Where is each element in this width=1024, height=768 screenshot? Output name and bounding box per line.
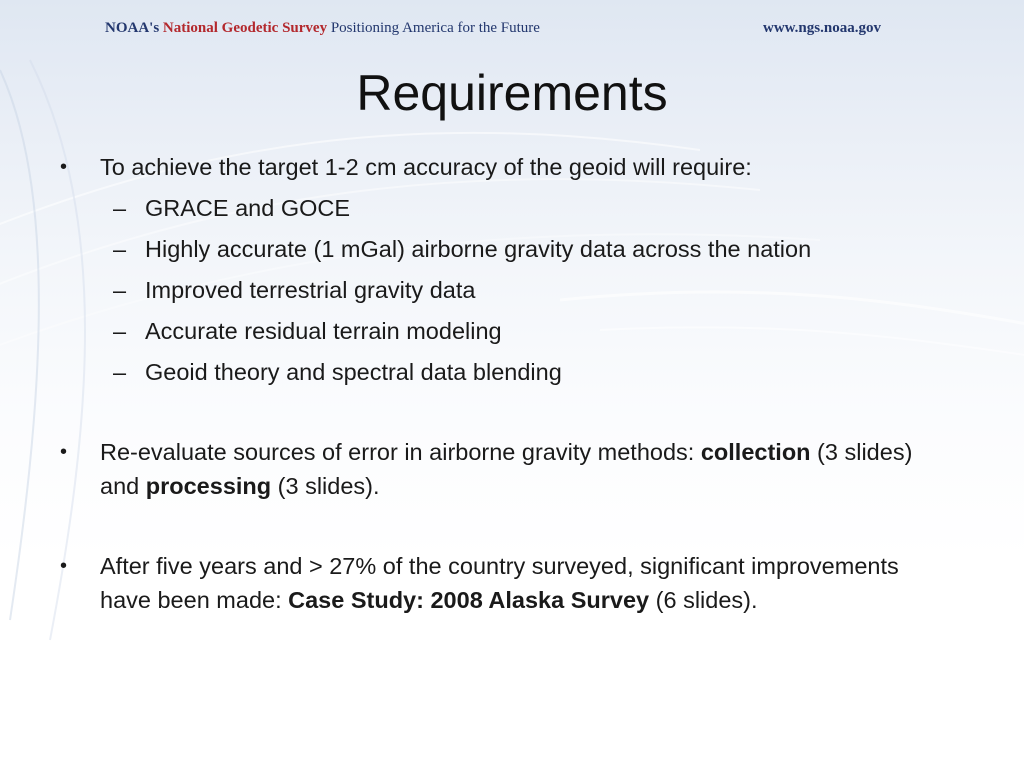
- sub-bullet-mark: –: [113, 318, 127, 344]
- sub-bullet-mark: –: [113, 236, 127, 262]
- bullet-text-part: (3 slides) and: [100, 439, 913, 499]
- bullet-emphasis: collection: [700, 439, 811, 465]
- sub-bullet-text: Accurate residual terrain modeling: [145, 318, 502, 344]
- bullet-mark: •: [60, 441, 68, 463]
- bullet-item: [58, 150, 938, 184]
- brand-name: National Geodetic Survey: [162, 20, 328, 36]
- bullet-text-part: (3 slides).: [271, 473, 380, 499]
- bullet-text: To achieve the target 1-2 cm accuracy of the geoid will require:: [100, 154, 752, 180]
- sub-bullet-text: Improved terrestrial gravity data: [145, 277, 476, 303]
- brand-tagline: Positioning America for the Future: [330, 20, 540, 36]
- bullet-mark: •: [60, 156, 68, 178]
- sub-bullet-item: [58, 314, 938, 348]
- sub-bullet-text: Highly accurate (1 mGal) airborne gravity data across the nation: [145, 236, 812, 262]
- bullet-text-part: After five years and > 27% of the country surveyed, significant improvements have been made:: [100, 553, 899, 613]
- sub-bullet-item: [58, 191, 938, 225]
- ngs-brand-line: [105, 20, 540, 37]
- sub-bullet-item: [58, 273, 938, 307]
- site-url: www.ngs.noaa.gov: [763, 20, 881, 36]
- sub-bullet-item: [58, 232, 938, 266]
- bullet-text-part: (6 slides).: [649, 587, 758, 613]
- bullet-item: [58, 549, 938, 617]
- sub-bullet-mark: –: [113, 277, 127, 303]
- sub-bullet-mark: –: [113, 359, 127, 385]
- sub-bullet-item: [58, 355, 938, 389]
- slide-body: [58, 150, 938, 617]
- brand-owner: NOAA's: [105, 20, 160, 36]
- slide-title: Requirements: [356, 65, 668, 121]
- slide-header: [0, 0, 1024, 60]
- bullet-item: [58, 435, 938, 503]
- sub-bullet-text: Geoid theory and spectral data blending: [145, 359, 562, 385]
- bullet-text-part: Re-evaluate sources of error in airborne gravity methods:: [100, 439, 701, 465]
- sub-bullet-mark: –: [113, 195, 127, 221]
- bullet-mark: •: [60, 555, 68, 577]
- sub-bullet-text: GRACE and GOCE: [145, 195, 351, 221]
- bullet-emphasis: Case Study: 2008 Alaska Survey: [288, 587, 650, 613]
- bullet-emphasis: processing: [145, 473, 272, 499]
